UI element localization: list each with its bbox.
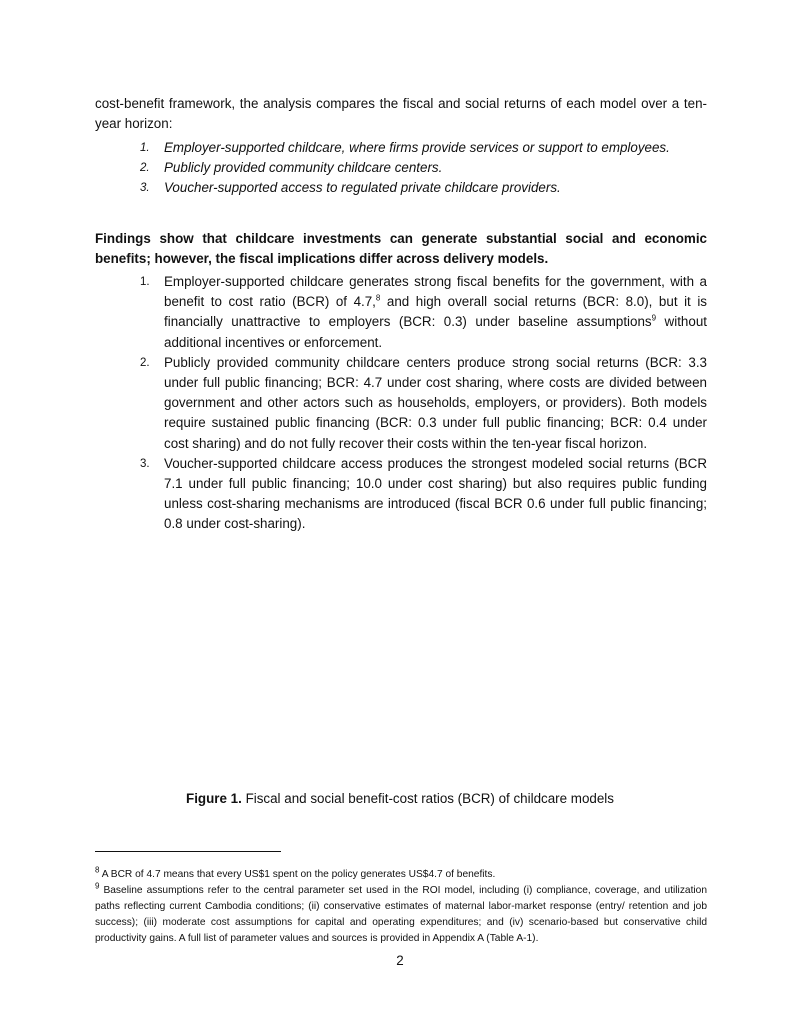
list-item-text: Publicly provided community childcare centers. [164, 160, 443, 175]
list-item [140, 138, 720, 158]
finding-text: Publicly provided community childcare centers produce strong social returns (BCR: 3.3 under full public financing; BCR: 4.7 under cost sharing, where costs are divided between government and other actors such as households, employers, or providers). Both models require sustained public financing (BCR: 0.3 under full public financing; BCR: 0.4 under cost sharing) and do not fully recover their costs within the ten-year fiscal horizon. [164, 354, 707, 451]
footnote-marker: 9 [95, 881, 100, 891]
footnote-ref[interactable]: 8 [375, 293, 381, 303]
figure-label: Figure 1. [186, 791, 242, 806]
footnote [95, 883, 707, 947]
list-item [140, 353, 707, 454]
list-number: 3. [140, 457, 150, 470]
delivery-models-list [140, 138, 720, 198]
figure-caption-text: Fiscal and social benefit-cost ratios (BCR) of childcare models [241, 791, 614, 806]
list-number: 1. [140, 276, 150, 288]
findings-list [140, 272, 707, 535]
list-item [140, 272, 707, 353]
findings-heading: Findings show that childcare investments can generate substantial social and economic benefits; however, the fiscal implications differ across delivery models. [95, 231, 707, 266]
finding-text-part: without additional incentives or enforcement. [164, 314, 707, 350]
footnote-divider [95, 851, 281, 852]
list-item-text: Voucher-supported access to regulated private childcare providers. [164, 180, 561, 195]
intro-paragraph: cost-benefit framework, the analysis compares the fiscal and social returns of each model over a ten-year horizon: [95, 96, 707, 131]
footnote-marker: 8 [95, 865, 100, 875]
list-number: 2. [140, 356, 150, 369]
figure-caption [0, 789, 800, 809]
list-item-text: Employer-supported childcare, where firms provide services or support to employees. [164, 140, 670, 155]
list-number: 1. [140, 142, 150, 154]
footnote-text: A BCR of 4.7 means that every US$1 spent on the policy generates US$4.7 of benefits. [99, 869, 496, 880]
finding-text-part: and high overall social returns (BCR: 8.0), but it is financially unattractive to employers (BCR: 0.3) under baseline assumptions [164, 294, 707, 330]
finding-text: Voucher-supported childcare access produces the strongest modeled social returns (BCR 7.1 under full public financing; 10.0 under cost sharing) but also requires public funding unless cost-sharing mechanisms are introduced (fiscal BCR 0.6 under full public financing; 0.8 under cost-sharing). [164, 455, 707, 532]
footnote [95, 867, 707, 883]
footnote-ref[interactable]: 9 [651, 313, 657, 323]
list-item [140, 454, 707, 535]
page-number: 2 [396, 953, 404, 968]
list-number: 2. [140, 162, 150, 174]
list-item [140, 178, 720, 198]
footnote-text: Baseline assumptions refer to the central parameter set used in the ROI model, including (i) compliance, coverage, and utilization paths reflecting current Cambodia conditions; (ii) conservative estimates of maternal labor-market response (entry/ retention and job success); (iii) moderate cost assumptions for capital and operating expenditures; and (iv) scenario-based but conservative child productivity gains. A full list of parameter values and sources is provided in Appendix A (Table A-1). [95, 885, 707, 944]
list-number: 3. [140, 182, 150, 194]
footnotes [95, 867, 707, 947]
finding-text-part: Employer-supported childcare generates strong fiscal benefits for the government, with a benefit to cost ratio (BCR) of 4.7, [164, 274, 707, 310]
list-item [140, 158, 720, 178]
